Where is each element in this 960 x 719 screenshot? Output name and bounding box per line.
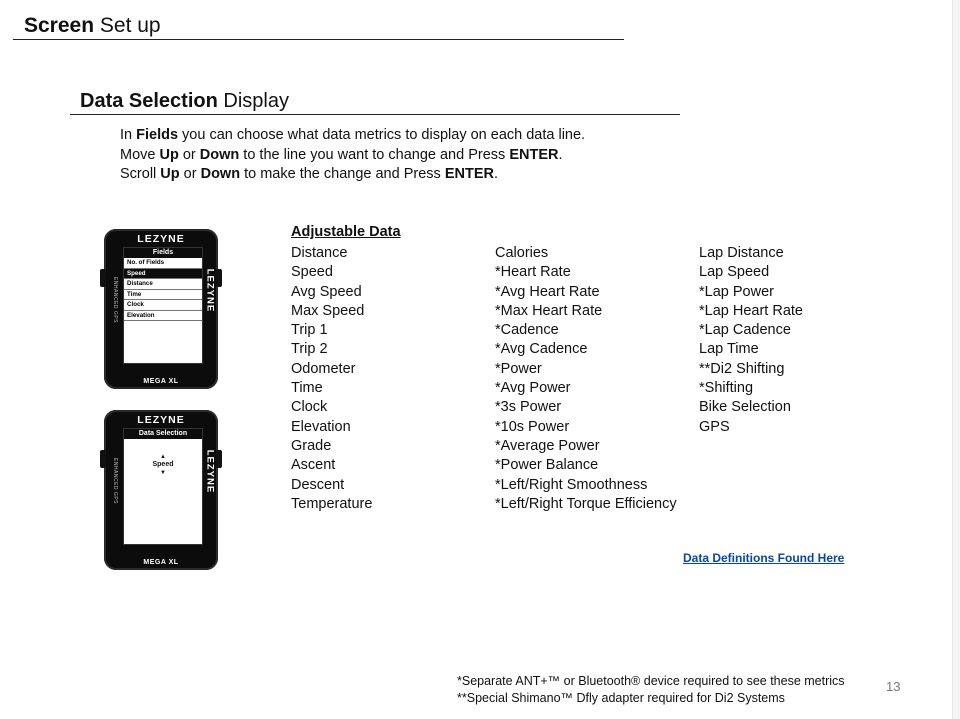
section-title (80, 90, 289, 113)
device-model: MEGA XL (143, 559, 179, 566)
device-data-selection (104, 410, 218, 570)
data-metric-item: Descent (291, 476, 345, 493)
device-side-button-left (100, 450, 106, 468)
data-metric-item: *Lap Cadence (699, 322, 791, 339)
data-metric-item: *Avg Cadence (495, 341, 588, 358)
data-metric-item: Speed (291, 264, 333, 281)
data-metric-item: Distance (291, 245, 348, 261)
data-metric-item: Clock (291, 399, 328, 416)
device-side-small-label: ENHANCED GPS (112, 276, 118, 323)
device-screen-title: Data Selection (124, 429, 202, 439)
device-fields-list (124, 258, 202, 321)
data-metric-item: Bike Selection (699, 399, 791, 416)
instructions (120, 126, 585, 185)
page-number: 13 (886, 679, 901, 694)
footnote-di2: **Special Shimano™ Dfly adapter required for Di2 Systems (457, 691, 785, 705)
data-metric-item: Max Speed (291, 302, 365, 319)
data-metric-item: *3s Power (495, 399, 562, 416)
data-metric-item: *Shifting (699, 380, 754, 397)
data-metric-item: *Max Heart Rate (495, 302, 603, 319)
adjustable-data-column-3 (699, 244, 803, 437)
data-metric-item: Trip 2 (291, 341, 328, 358)
data-metric-item: *Avg Power (495, 380, 571, 397)
device-field-row: No. of Fields (124, 258, 202, 269)
value-selector (124, 453, 202, 533)
adjustable-data-column-2 (495, 244, 677, 514)
device-side-brand: LEZYNE (204, 268, 216, 313)
instruction-line-1: In Fields you can choose what data metrics to display on each data line. (120, 127, 586, 143)
data-metric-item: *Left/Right Torque Efficiency (495, 495, 677, 512)
device-side-button-left (100, 269, 106, 287)
arrow-up-icon: ▲ (160, 454, 166, 460)
data-metric-item: *Lap Heart Rate (699, 302, 803, 319)
device-field-row: Clock (124, 300, 202, 311)
device-brand: LEZYNE (137, 414, 185, 426)
data-metric-item: *Left/Right Smoothness (495, 476, 648, 493)
arrow-down-icon: ▼ (160, 470, 166, 476)
data-metric-item: Elevation (291, 418, 351, 435)
device-side-brand: LEZYNE (204, 449, 216, 494)
data-metric-item: Calories (495, 245, 549, 261)
data-definitions-link[interactable]: Data Definitions Found Here (683, 551, 845, 565)
footnote-ant-bluetooth: *Separate ANT+™ or Bluetooth® device required to see these metrics (457, 674, 845, 688)
screen-title-bold: Screen (24, 14, 95, 37)
slide-edge (952, 0, 960, 719)
device-brand: LEZYNE (137, 233, 185, 245)
data-metric-item: Lap Distance (699, 245, 784, 261)
screen-title-rest: Set up (94, 14, 161, 37)
device-fields (104, 229, 218, 389)
section-title-rule (70, 114, 680, 115)
data-metric-item: *10s Power (495, 418, 570, 435)
section-title-rest: Display (217, 90, 289, 112)
instruction-line-2: Move Up or Down to the line you want to change and Press ENTER. (120, 146, 563, 163)
device-screen (123, 247, 203, 364)
data-metric-item: Lap Speed (699, 264, 770, 281)
data-metric-item: Odometer (291, 360, 356, 377)
data-metric-item: Grade (291, 437, 332, 454)
device-side-small-label: ENHANCED GPS (112, 457, 118, 504)
device-field-row: Time (124, 290, 202, 301)
data-metric-item: *Heart Rate (495, 264, 571, 281)
instruction-line-3: Scroll Up or Down to make the change and Press ENTER. (120, 166, 498, 182)
data-metric-item: Trip 1 (291, 322, 328, 339)
device-model: MEGA XL (143, 378, 179, 385)
adjustable-data-heading: Adjustable Data (291, 224, 401, 240)
adjustable-data-column-1 (291, 244, 372, 514)
data-metric-item: Avg Speed (291, 283, 362, 300)
device-screen-title: Fields (124, 248, 202, 258)
data-metric-item: *Avg Heart Rate (495, 283, 600, 300)
device-field-row: Distance (124, 279, 202, 290)
data-metric-item: **Di2 Shifting (699, 360, 785, 377)
footnotes (457, 673, 845, 707)
screen-title-rule (13, 39, 624, 40)
data-metric-item: GPS (699, 418, 730, 435)
section-title-bold: Data Selection (80, 90, 218, 112)
data-metric-item: *Power (495, 360, 542, 377)
device-screen (123, 428, 203, 545)
data-metric-item: Lap Time (699, 341, 759, 358)
data-metric-item: Temperature (291, 495, 373, 512)
data-metric-item: *Lap Power (699, 283, 774, 300)
data-metric-item: *Power Balance (495, 457, 599, 474)
device-side-button-right (216, 269, 222, 287)
device-field-row: Elevation (124, 311, 202, 322)
data-metric-item: Ascent (291, 457, 336, 474)
data-metric-item: *Average Power (495, 437, 600, 454)
data-metric-item: *Cadence (495, 322, 559, 339)
screen-title (24, 14, 161, 38)
selected-value: Speed (152, 461, 174, 468)
device-field-row: Speed (124, 269, 202, 280)
data-metric-item: Time (291, 380, 323, 397)
device-side-button-right (216, 450, 222, 468)
